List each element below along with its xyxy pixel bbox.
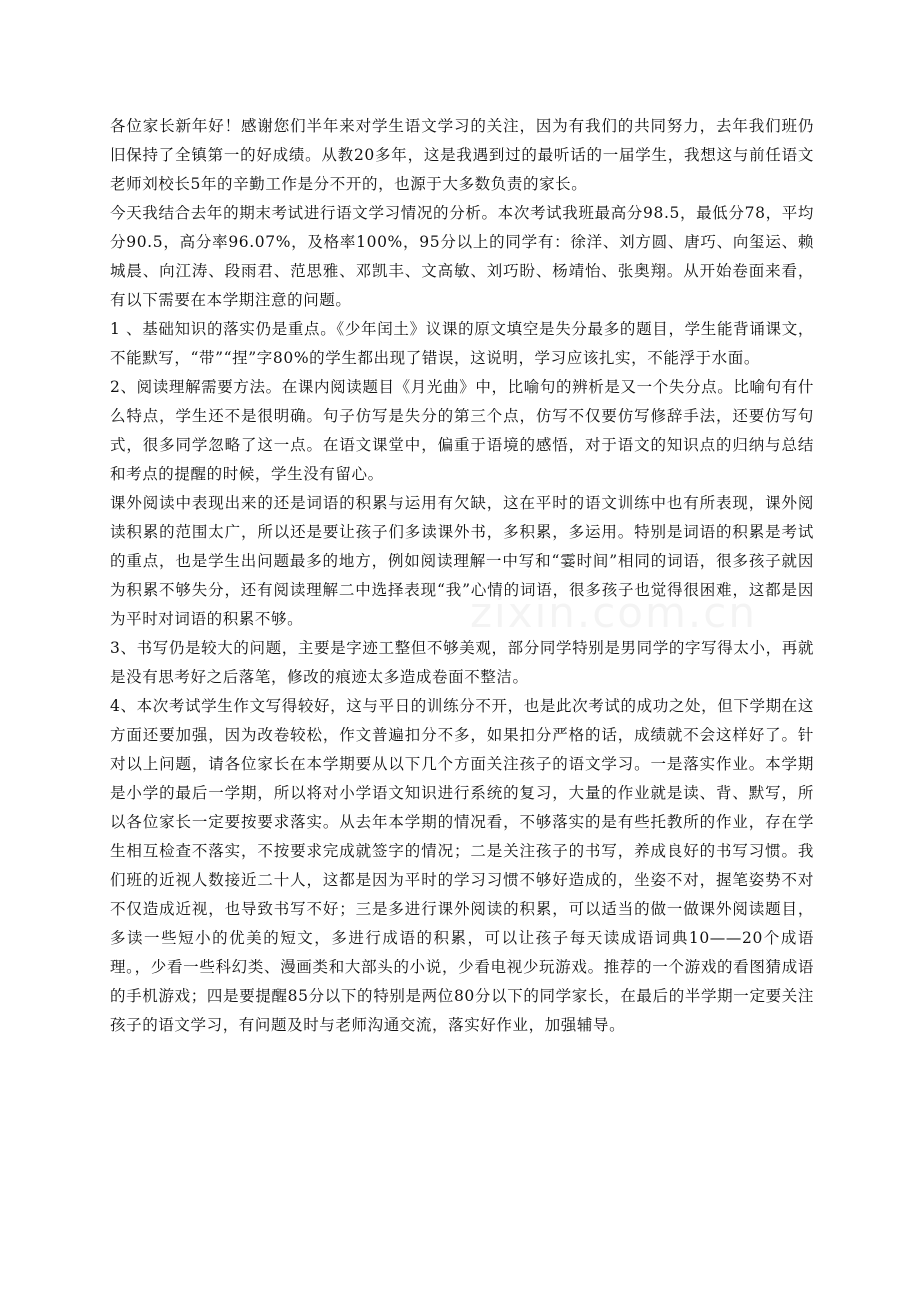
document-body	[110, 112, 814, 1040]
paragraph-issue-basics: 1 、基础知识的落实仍是重点。《少年闰土》议课的原文填空是失分最多的题目，学生能背诵课文，不能默写，“带”“捏”字80%的学生都出现了错误，这说明，学习应该扎实，不能浮于水面。	[110, 320, 814, 367]
watermark: zixin.com.cn	[470, 588, 757, 637]
paragraph-issue-handwriting: 3、书写仍是较大的问题，主要是字迹工整但不够美观，部分同学特别是男同学的字写得太小，再就是没有思考好之后落笔，修改的痕迹太多造成卷面不整洁。	[110, 639, 814, 686]
paragraph-issue-composition: 4、本次考试学生作文写得较好，这与平日的训练分不开，也是此次考试的成功之处，但下学期在这方面还要加强，因为改卷较松，作文普遍扣分不多，如果扣分严格的话，成绩就不会这样好了。针对以上问题，请各位家长在本学期要从以下几个方面关注孩子的语文学习。一是落实作业。本学期是小学的最后一学期，所以将对小学语文知识进行系统的复习，大量的作业就是读、背、默写，所以各位家长一定要按要求落实。从去年本学期的情况看，不够落实的是有些托教所的作业，存在学生相互检查不落实，不按要求完成就签字的情况；二是关注孩子的书写，养成良好的书写习惯。我们班的近视人数接近二十人，这都是因为平时的学习习惯不够好造成的，坐姿不对，握笔姿势不对不仅造成近视，也导致书写不好；三是多进行课外阅读的积累，可以适当的做一做课外阅读题目，多读一些短小的优美的短文，多进行成语的积累，可以让孩子每天读成语词典10——20个成语理。，少看一些科幻类、漫画类和大部头的小说，少看电视少玩游戏。推荐的一个游戏的看图猜成语的手机游戏；四是要提醒85分以下的特别是两位80分以下的同学家长，在最后的半学期一定要关注孩子的语文学习，有问题及时与老师沟通交流，落实好作业，加强辅导。	[110, 697, 814, 1034]
paragraph-issue-reading: 2、阅读理解需要方法。在课内阅读题目《月光曲》中，比喻句的辨析是又一个失分点。比喻句有什么特点，学生还不是很明确。句子仿写是失分的第三个点，仿写不仅要仿写修辞手法，还要仿写句式，很多同学忽略了这一点。在语文课堂中，偏重于语境的感悟，对于语文的知识点的归纳与总结和考点的提醒的时候，学生没有留心。	[110, 378, 814, 483]
paragraph-greeting: 各位家长新年好！感谢您们半年来对学生语文学习的关注，因为有我们的共同努力，去年我们班仍旧保持了全镇第一的好成绩。从教20多年，这是我遇到过的最听话的一届学生，我想这与前任语文老师刘校长5年的辛勤工作是分不开的，也源于大多数负责的家长。	[110, 117, 814, 193]
paragraph-extracurricular-reading: 课外阅读中表现出来的还是词语的积累与运用有欠缺，这在平时的语文训练中也有所表现，课外阅读积累的范围太广，所以还是要让孩子们多读课外书，多积累，多运用。特别是词语的积累是考试的重点，也是学生出问题最多的地方，例如阅读理解一中写和“霎时间”相同的词语，很多孩子就因为积累不够失分，还有阅读理解二中选择表现“我”心情的词语，很多孩子也觉得很困难，这都是因为平时对词语的积累不够。	[110, 494, 814, 628]
paragraph-exam-analysis: 今天我结合去年的期末考试进行语文学习情况的分析。本次考试我班最高分98.5，最低分78，平均分90.5，高分率96.07%，及格率100%，95分以上的同学有：徐洋、刘方圆、唐巧、向玺运、赖城晨、向江涛、段雨君、范思雅、邓凯丰、文高敏、刘巧盼、杨靖怡、张奥翔。从开始卷面来看，有以下需要在本学期注意的问题。	[110, 204, 814, 309]
